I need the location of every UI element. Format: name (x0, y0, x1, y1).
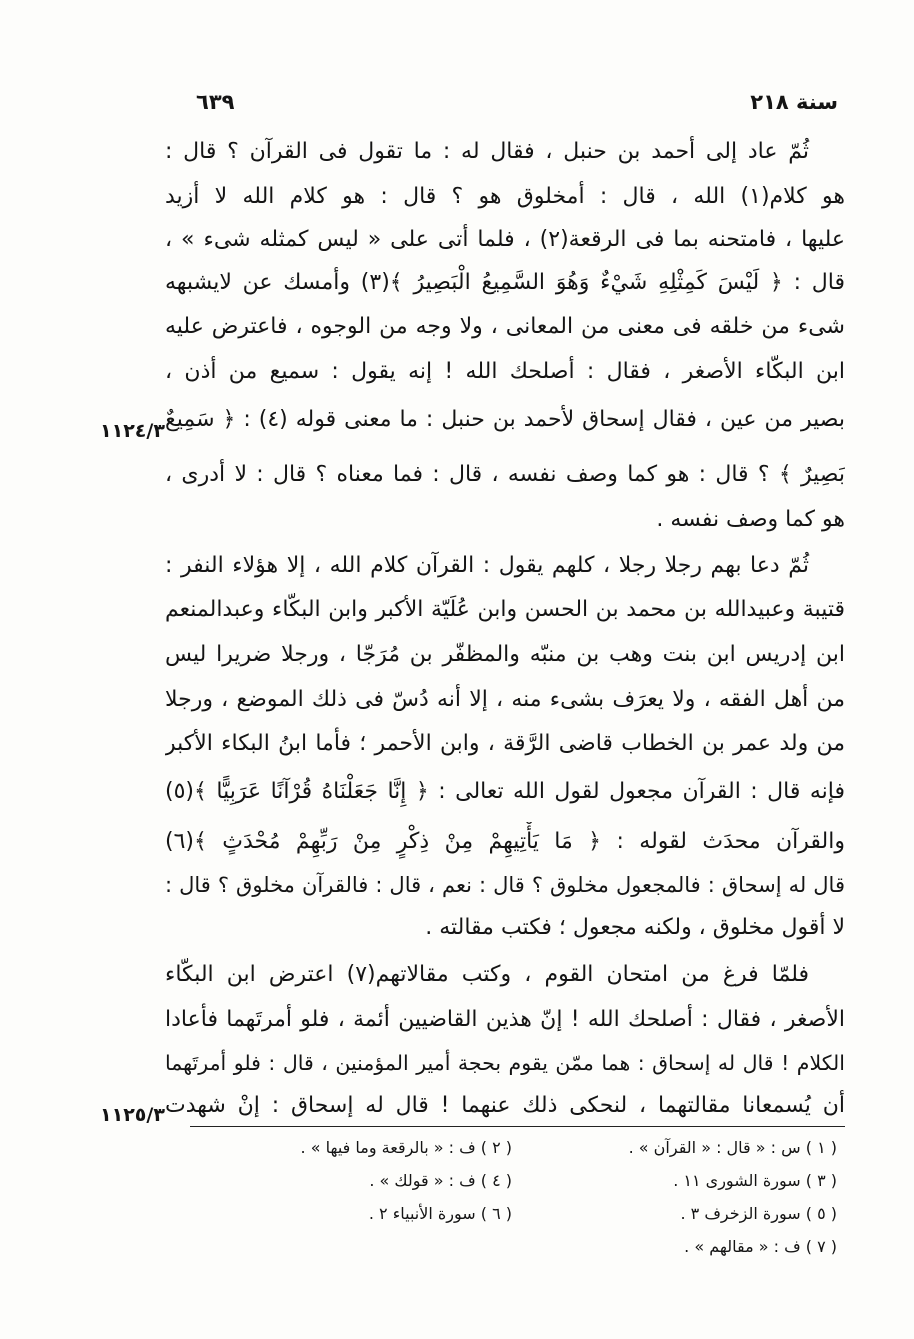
text-line: بَصِيرٌ ﴾ ؟ قال : هو كما وصف نفسه ، قال : فما معناه ؟ قال : لا أدرى ، (165, 462, 845, 487)
text-line: ابن البكّاء الأصغر ، فقال : أصلحك الله ! إنه يقول : سميع من أذن ، (165, 359, 845, 384)
text-line: عليها ، فامتحنه بما فى الرقعة(٢) ، فلما أتى على « ليس كمثله شىء » ، (165, 227, 845, 252)
page-number: ٦٣٩ (196, 90, 235, 114)
text-line: ابن إدريس ابن بنت وهب بن منبّه والمظفّر بن مُرَجّا ، ورجلا ضريرا ليس (165, 642, 845, 667)
text-line: لا أقول مخلوق ، ولكنه مجعول ؛ فكتب مقالته . (425, 915, 845, 940)
footnote: ( ٧ ) ف : « مقالهم » . (684, 1237, 837, 1256)
text-line: قال له إسحاق : فالمجعول مخلوق ؟ قال : نعم ، قال : فالقرآن مخلوق ؟ قال : (165, 873, 845, 897)
running-header-year: سنة ٢١٨ (750, 90, 838, 114)
margin-reference: ١١٢٥/٣ (100, 1104, 165, 1126)
footnote-separator (190, 1126, 845, 1127)
text-line: من ولد عمر بن الخطاب قاضى الرَّقة ، وابن الأحمر ؛ فأما ابنُ البكاء الأكبر (165, 731, 845, 756)
text-line: ثُمّ دعا بهم رجلا رجلا ، كلهم يقول : القرآن كلام الله ، إلا هؤلاء النفر : (165, 553, 809, 578)
text-line: شىء من خلقه فى معنى من المعانى ، ولا وجه من الوجوه ، فاعترض عليه (165, 314, 845, 339)
footnote: ( ١ ) س : « قال : « القرآن » . (628, 1138, 837, 1157)
text-line: قال : ﴿ لَيْسَ كَمِثْلِهِ شَيْءٌ وَهُوَ السَّمِيعُ الْبَصِيرُ ﴾(٣) وأمسك عن لايشبهه (165, 270, 845, 295)
text-line: بصير من عين ، فقال إسحاق لأحمد بن حنبل : ما معنى قوله (٤) : ﴿ سَمِيعٌ (165, 407, 845, 432)
text-line: الأصغر ، فقال : أصلحك الله ! إنّ هذين القاضيين أئمة ، فلو أمرتَهما فأعادا (165, 1007, 845, 1032)
text-line: فلمّا فرغ من امتحان القوم ، وكتب مقالاتهم(٧) اعترض ابن البكّاء (165, 962, 809, 987)
text-line: والقرآن محدَث لقوله : ﴿ مَا يَأْتِيهِمْ مِنْ ذِكْرٍ مِنْ رَبِّهِمْ مُحْدَثٍ ﴾(٦) (165, 829, 845, 854)
footnote: ( ٦ ) سورة الأنبياء ٢ . (368, 1204, 512, 1223)
text-line: فإنه قال : القرآن مجعول لقول الله تعالى : ﴿ إِنَّا جَعَلْنَاهُ قُرْآنًا عَرَبِيًّا ﴾(٥) (165, 779, 845, 804)
text-line: هو كما وصف نفسه . (656, 507, 845, 532)
text-line: من أهل الفقه ، ولا يعرَف بشىء منه ، إلا أنه دُسّ فى ذلك الموضع ، ورجلا (165, 687, 845, 712)
footnote: ( ٣ ) سورة الشورى ١١ . (673, 1171, 837, 1190)
footnote: ( ٤ ) ف : « قولك » . (369, 1171, 512, 1190)
margin-reference: ١١٢٤/٣ (100, 420, 165, 442)
footnote: ( ٥ ) سورة الزخرف ٣ . (680, 1204, 837, 1223)
text-line: ثُمّ عاد إلى أحمد بن حنبل ، فقال له : ما تقول فى القرآن ؟ قال : (165, 139, 809, 164)
text-line: أن يُسمعانا مقالتهما ، لنحكى ذلك عنهما ! قال له إسحاق : إنْ شهدت (165, 1093, 845, 1118)
text-line: قتيبة وعبيدالله بن محمد بن الحسن وابن عُلَيّة الأكبر وابن البكّاء وعبدالمنعم (165, 597, 845, 622)
text-line: الكلام ! قال له إسحاق : هما ممّن يقوم بحجة أمير المؤمنين ، قال : فلو أمرتَهما (165, 1051, 845, 1075)
footnote: ( ٢ ) ف : « بالرقعة وما فيها » . (300, 1138, 512, 1157)
text-line: هو كلام(١) الله ، قال : أمخلوق هو ؟ قال : هو كلام الله لا أزيد (165, 184, 845, 209)
